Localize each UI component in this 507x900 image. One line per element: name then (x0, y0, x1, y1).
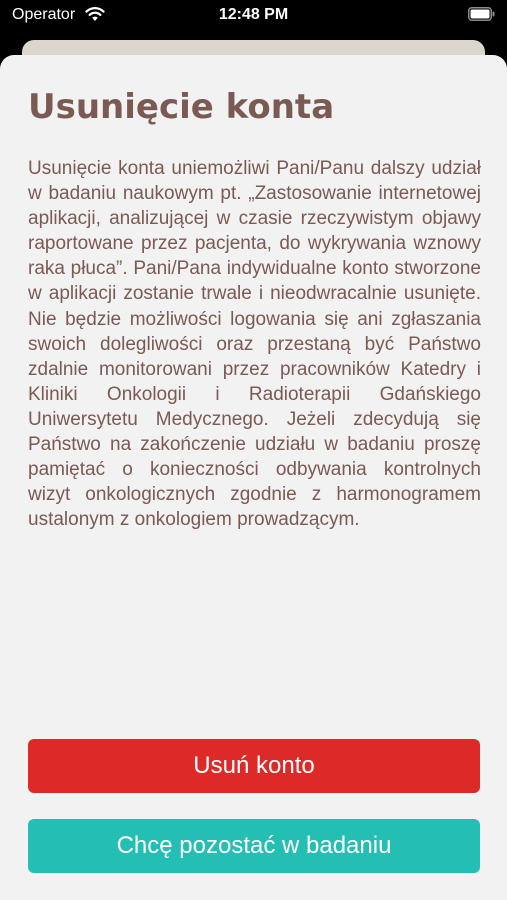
account-deletion-description: Usunięcie konta uniemożliwi Pani/Panu dalszy udział w badaniu naukowym pt. „Zastosowanie internetowej aplikacji, analizującej w czasie rzeczywistym objawy raportowane przez pacjenta, do wykrywania wznowy raka płuca”. Pani/Pana indywidualne konto stworzone w aplikacji zostanie trwale i nieodwracalnie usunięte. Nie będzie możliwości logowania się ani zgłaszania swoich dolegliwości oraz przestaną być Państwo zdalnie monitorowani przez pracowników Katedry i Kliniki Onkologii i Radioterapii Gdańskiego Uniwersytetu Medycznego. Jeżeli zdecydują się Państwo na zakończenie udziału w badaniu proszę pamiętać o konieczności odbywania kontrolnych wizyt onkologicznych zgodnie z harmonogramem ustalonym z onkologiem prowadzącym. (28, 158, 481, 531)
status-bar (0, 0, 507, 32)
stay-in-study-button[interactable]: Chcę pozostać w badaniu (28, 819, 480, 873)
battery-icon (468, 7, 495, 21)
page-title: Usunięcie konta (28, 87, 335, 127)
carrier-label: Operator (12, 6, 76, 23)
delete-account-button[interactable]: Usuń konto (28, 739, 480, 793)
clock: 12:48 PM (218, 6, 289, 23)
